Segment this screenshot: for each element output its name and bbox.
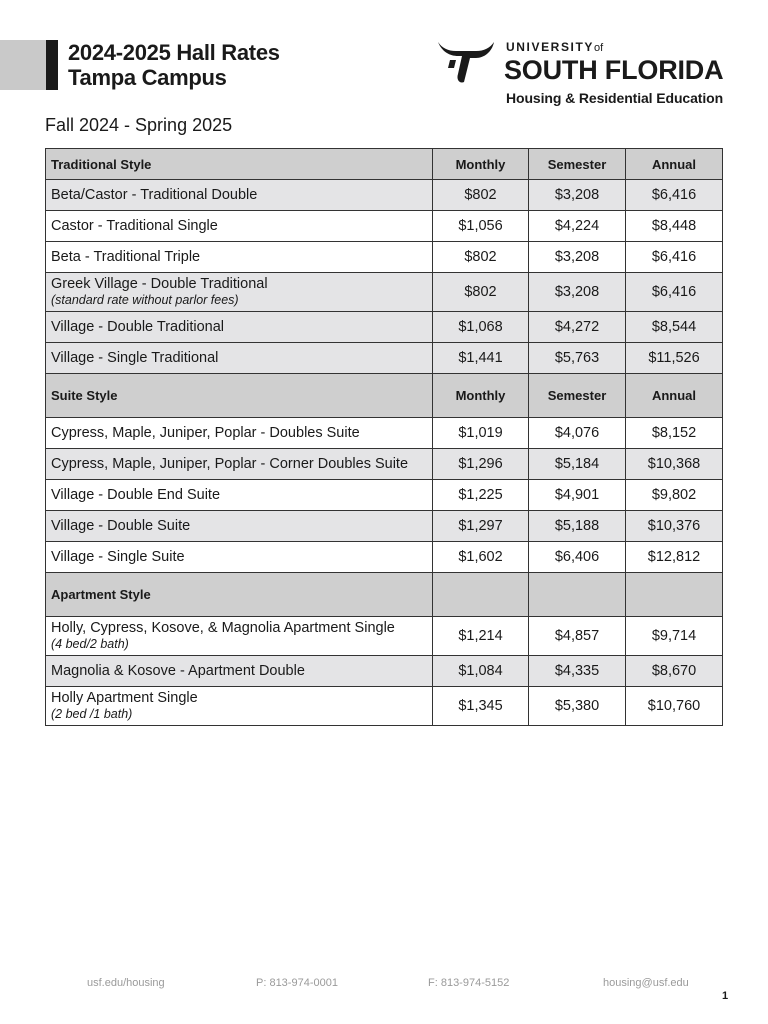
room-type: Magnolia & Kosove - Apartment Double: [46, 656, 433, 687]
monthly-rate: $1,225: [433, 480, 529, 511]
column-header-semester: Semester: [529, 374, 626, 418]
table-row: [46, 480, 723, 511]
monthly-rate: $1,345: [433, 687, 529, 726]
table-row: [46, 242, 723, 273]
room-type-note: (standard rate without parlor fees): [51, 293, 239, 307]
room-type: Beta/Castor - Traditional Double: [46, 180, 433, 211]
annual-rate: $10,368: [626, 449, 723, 480]
monthly-rate: $1,441: [433, 343, 529, 374]
section-header-traditional: [46, 149, 723, 180]
column-header-empty: [529, 573, 626, 617]
footer-phone: P: 813-974-0001: [256, 977, 338, 989]
section-heading: Suite Style: [46, 374, 433, 418]
monthly-rate: $1,296: [433, 449, 529, 480]
section-header-apartment: [46, 573, 723, 617]
room-type-note: (2 bed /1 bath): [51, 707, 133, 721]
semester-rate: $5,763: [529, 343, 626, 374]
page-number: 1: [722, 990, 729, 1002]
monthly-rate: $1,019: [433, 418, 529, 449]
logo-of-word: of: [594, 42, 604, 54]
annual-rate: $11,526: [626, 343, 723, 374]
annual-rate: $6,416: [626, 273, 723, 312]
semester-rate: $3,208: [529, 273, 626, 312]
semester-rate: $4,857: [529, 617, 626, 656]
table-row: [46, 180, 723, 211]
annual-rate: $12,812: [626, 542, 723, 573]
semester-rate: $3,208: [529, 180, 626, 211]
room-type: Village - Double Suite: [46, 511, 433, 542]
room-type: Holly, Cypress, Kosove, & Magnolia Apartment Single: [51, 620, 395, 636]
annual-rate: $8,152: [626, 418, 723, 449]
section-header-suite: [46, 374, 723, 418]
room-type-cell: [46, 687, 433, 726]
column-header-monthly: Monthly: [433, 374, 529, 418]
table-row: [46, 617, 723, 656]
annual-rate: $9,714: [626, 617, 723, 656]
semester-rate: $4,901: [529, 480, 626, 511]
room-type-cell: [46, 617, 433, 656]
room-type: Village - Single Traditional: [46, 343, 433, 374]
semester-rate: $4,272: [529, 312, 626, 343]
semester-rate: $6,406: [529, 542, 626, 573]
column-header-monthly: Monthly: [433, 149, 529, 180]
logo-university-text: [506, 40, 603, 54]
title-line-2: Tampa Campus: [68, 65, 227, 90]
monthly-rate: $1,602: [433, 542, 529, 573]
monthly-rate: $802: [433, 273, 529, 312]
usf-logo: [436, 36, 726, 112]
semester-rate: $5,380: [529, 687, 626, 726]
room-type: Beta - Traditional Triple: [46, 242, 433, 273]
logo-university-word: UNIVERSITY: [506, 40, 595, 54]
monthly-rate: $802: [433, 242, 529, 273]
logo-south-florida: SOUTH FLORIDA: [504, 55, 724, 85]
column-header-annual: Annual: [626, 374, 723, 418]
monthly-rate: $1,214: [433, 617, 529, 656]
header-gray-band: [0, 40, 46, 90]
room-type-cell: [46, 273, 433, 312]
monthly-rate: $1,297: [433, 511, 529, 542]
semester-rate: $5,184: [529, 449, 626, 480]
semester-rate: $4,224: [529, 211, 626, 242]
semester-rate: $5,188: [529, 511, 626, 542]
annual-rate: $6,416: [626, 180, 723, 211]
logo-department: Housing & Residential Education: [506, 90, 724, 106]
footer-website[interactable]: usf.edu/housing: [87, 977, 165, 989]
room-type: Village - Double End Suite: [46, 480, 433, 511]
monthly-rate: $1,084: [433, 656, 529, 687]
table-row: [46, 656, 723, 687]
annual-rate: $10,760: [626, 687, 723, 726]
room-type: Holly Apartment Single: [51, 690, 198, 706]
title-line-1: 2024-2025 Hall Rates: [68, 40, 280, 65]
annual-rate: $6,416: [626, 242, 723, 273]
table-row: [46, 449, 723, 480]
term-heading: Fall 2024 - Spring 2025: [45, 115, 233, 135]
annual-rate: $8,448: [626, 211, 723, 242]
footer-fax: F: 813-974-5152: [428, 977, 510, 989]
annual-rate: $9,802: [626, 480, 723, 511]
monthly-rate: $1,056: [433, 211, 529, 242]
semester-rate: $4,076: [529, 418, 626, 449]
table-row: [46, 343, 723, 374]
room-type-note: (4 bed/2 bath): [51, 637, 129, 651]
table-row: [46, 312, 723, 343]
room-type: Cypress, Maple, Juniper, Poplar - Doubles Suite: [46, 418, 433, 449]
column-header-empty: [626, 573, 723, 617]
footer-email[interactable]: housing@usf.edu: [603, 977, 689, 989]
column-header-semester: Semester: [529, 149, 626, 180]
table-row: [46, 273, 723, 312]
column-header-annual: Annual: [626, 149, 723, 180]
table-row: [46, 418, 723, 449]
table-row: [46, 511, 723, 542]
header-black-bar: [46, 40, 58, 90]
hall-rates-table: [45, 148, 723, 726]
room-type: Village - Single Suite: [46, 542, 433, 573]
table-row: [46, 687, 723, 726]
annual-rate: $10,376: [626, 511, 723, 542]
annual-rate: $8,544: [626, 312, 723, 343]
section-heading: Traditional Style: [46, 149, 433, 180]
semester-rate: $4,335: [529, 656, 626, 687]
room-type: Village - Double Traditional: [46, 312, 433, 343]
document-title: [68, 40, 280, 90]
monthly-rate: $1,068: [433, 312, 529, 343]
table-row: [46, 211, 723, 242]
semester-rate: $3,208: [529, 242, 626, 273]
room-type: Castor - Traditional Single: [46, 211, 433, 242]
annual-rate: $8,670: [626, 656, 723, 687]
table-row: [46, 542, 723, 573]
room-type: Cypress, Maple, Juniper, Poplar - Corner Doubles Suite: [46, 449, 433, 480]
room-type: Greek Village - Double Traditional: [51, 276, 268, 292]
section-heading: Apartment Style: [46, 573, 433, 617]
column-header-empty: [433, 573, 529, 617]
bull-horns-icon: [436, 38, 496, 86]
monthly-rate: $802: [433, 180, 529, 211]
